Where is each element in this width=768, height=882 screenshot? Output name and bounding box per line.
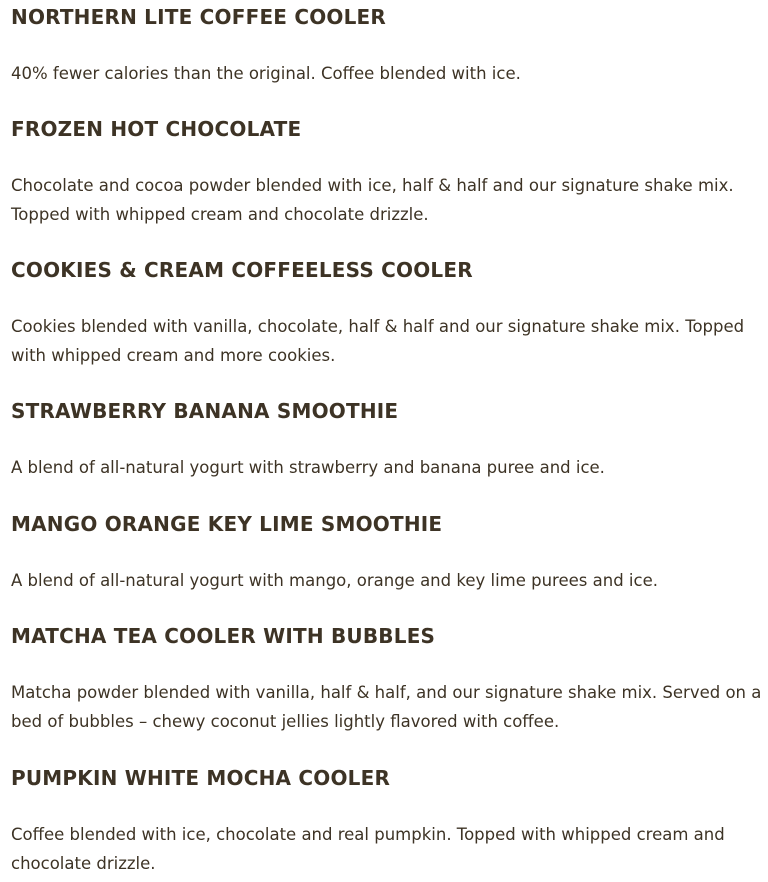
item-title: NORTHERN LITE COFFEE COOLER (11, 5, 387, 29)
item-title: COOKIES & CREAM COFFEELESS COOLER (11, 258, 473, 282)
item-description: 40% fewer calories than the original. Coffee blended with ice. (11, 64, 521, 83)
item-title: MATCHA TEA COOLER WITH BUBBLES (11, 624, 436, 648)
menu-item-matcha-tea-cooler-with-bubbles (11, 622, 763, 736)
item-description: Matcha powder blended with vanilla, half & half, and our signature shake mix. Served on a bed of bubbles – chewy coconut jellies lightly flavored with coffee. (11, 683, 762, 731)
item-description: Chocolate and cocoa powder blended with ice, half & half and our signature shake mix. Topped with whipped cream and chocolate drizzle. (11, 176, 734, 224)
item-description: Coffee blended with ice, chocolate and real pumpkin. Topped with whipped cream and chocolate drizzle. (11, 825, 725, 873)
menu-item-strawberry-banana-smoothie (11, 397, 605, 482)
item-description: Cookies blended with vanilla, chocolate, half & half and our signature shake mix. Topped with whipped cream and more cookies. (11, 317, 745, 365)
menu-item-mango-orange-key-lime-smoothie (11, 510, 658, 595)
menu-item-pumpkin-white-mocha-cooler (11, 764, 763, 878)
item-description: A blend of all-natural yogurt with strawberry and banana puree and ice. (11, 458, 605, 477)
item-description: A blend of all-natural yogurt with mango, orange and key lime purees and ice. (11, 571, 658, 590)
item-title: FROZEN HOT CHOCOLATE (11, 117, 302, 141)
item-title: MANGO ORANGE KEY LIME SMOOTHIE (11, 512, 443, 536)
menu-item-cookies-cream-coffeeless-cooler (11, 256, 763, 370)
item-title: PUMPKIN WHITE MOCHA COOLER (11, 766, 391, 790)
menu-item-frozen-hot-chocolate (11, 115, 763, 229)
item-title: STRAWBERRY BANANA SMOOTHIE (11, 399, 399, 423)
menu-item-northern-lite-coffee-cooler (11, 3, 521, 88)
